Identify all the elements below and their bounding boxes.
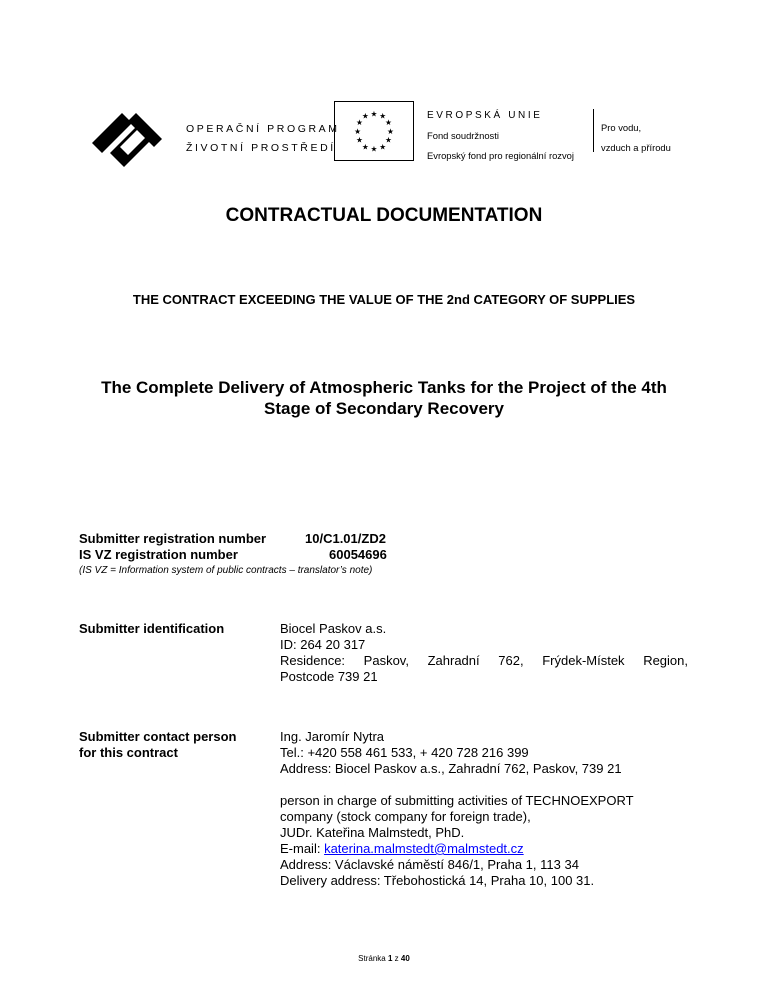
svg-text:★: ★ <box>354 126 362 136</box>
eu-line1: Fond soudržnosti <box>427 130 499 141</box>
op-programme-text <box>186 120 340 158</box>
person-in-charge <box>280 793 688 889</box>
eu-funds-text <box>427 126 574 166</box>
svg-text:★: ★ <box>361 111 369 121</box>
contact-label <box>79 729 236 761</box>
op-line1: OPERAČNÍ PROGRAM <box>186 123 340 135</box>
email-label: E-mail: <box>280 841 325 856</box>
person-name: JUDr. Kateřina Malmstedt, PhD. <box>280 825 465 840</box>
isvz-reg-value: 60054696 <box>329 547 387 562</box>
person-line1: person in charge of submitting activities of TECHNOEXPORT <box>280 793 634 808</box>
slogan-text <box>601 118 671 158</box>
header-divider <box>593 109 594 152</box>
eu-line2: Evropský fond pro regionální rozvoj <box>427 150 574 161</box>
slogan-line1: Pro vodu, <box>601 122 642 133</box>
contact-address: Address: Biocel Paskov a.s., Zahradní 762, Paskov, 739 21 <box>280 761 622 776</box>
svg-text:★: ★ <box>385 135 392 145</box>
eu-flag-icon <box>334 101 414 161</box>
contract-subtitle: THE CONTRACT EXCEEDING THE VALUE OF THE 2nd CATEGORY OF SUPPLIES <box>132 292 636 307</box>
registration-labels <box>79 531 266 563</box>
svg-text:★: ★ <box>356 118 363 128</box>
of-word: z <box>394 954 399 963</box>
page-word: Stránka <box>358 954 386 963</box>
person-line2: company (stock company for foreign trade), <box>280 809 531 824</box>
svg-text:★: ★ <box>361 142 369 152</box>
contact-label-line2: for this contract <box>79 745 178 760</box>
company-id: ID: 264 20 317 <box>280 637 366 652</box>
operational-programme-logo-icon <box>92 103 162 171</box>
eu-title: EVROPSKÁ UNIE <box>427 110 543 121</box>
translator-note: (IS VZ = Information system of public contracts – translator’s note) <box>79 565 373 576</box>
op-line2: ŽIVOTNÍ PROSTŘEDÍ <box>186 142 336 154</box>
svg-text:★: ★ <box>385 118 392 128</box>
svg-text:★: ★ <box>370 144 378 154</box>
svg-text:★: ★ <box>356 135 363 145</box>
submitter-reg-label: Submitter registration number <box>79 531 267 546</box>
page-footer <box>0 954 768 963</box>
isvz-reg-label: IS VZ registration number <box>79 547 238 562</box>
person-email <box>280 841 688 857</box>
company-residence: Residence: Paskov, Zahradní 762, Frýdek-Místek Region, <box>280 653 688 668</box>
svg-text:★: ★ <box>379 111 387 121</box>
contact-name: Ing. Jaromír Nytra <box>280 729 385 744</box>
svg-text:★: ★ <box>370 109 378 119</box>
person-address: Address: Václavské náměstí 846/1, Praha 1, 113 34 <box>280 857 579 872</box>
identification-value <box>280 621 688 685</box>
project-title: The Complete Delivery of Atmospheric Tanks for the Project of the 4th Stage of Secondary Recovery <box>101 378 667 418</box>
contact-label-line1: Submitter contact person <box>79 729 237 744</box>
delivery-address: Delivery address: Třebohostická 14, Praha 10, 100 31. <box>280 873 595 888</box>
slogan-line2: vzduch a přírodu <box>601 142 671 153</box>
svg-text:★: ★ <box>386 126 394 136</box>
document-title: CONTRACTUAL DOCUMENTATION <box>225 205 543 226</box>
contact-tel: Tel.: +420 558 461 533, + 420 728 216 399 <box>280 745 529 760</box>
svg-text:★: ★ <box>379 142 387 152</box>
company-name: Biocel Paskov a.s. <box>280 621 387 636</box>
email-link[interactable]: katerina.malmstedt@malmstedt.cz <box>324 841 524 856</box>
page-total: 40 <box>400 954 410 963</box>
contact-value <box>280 729 688 777</box>
company-postcode: Postcode 739 21 <box>280 669 378 684</box>
submitter-reg-value: 10/C1.01/ZD2 <box>305 531 386 546</box>
page-number: 1 <box>387 954 393 963</box>
identification-label: Submitter identification <box>79 621 225 636</box>
